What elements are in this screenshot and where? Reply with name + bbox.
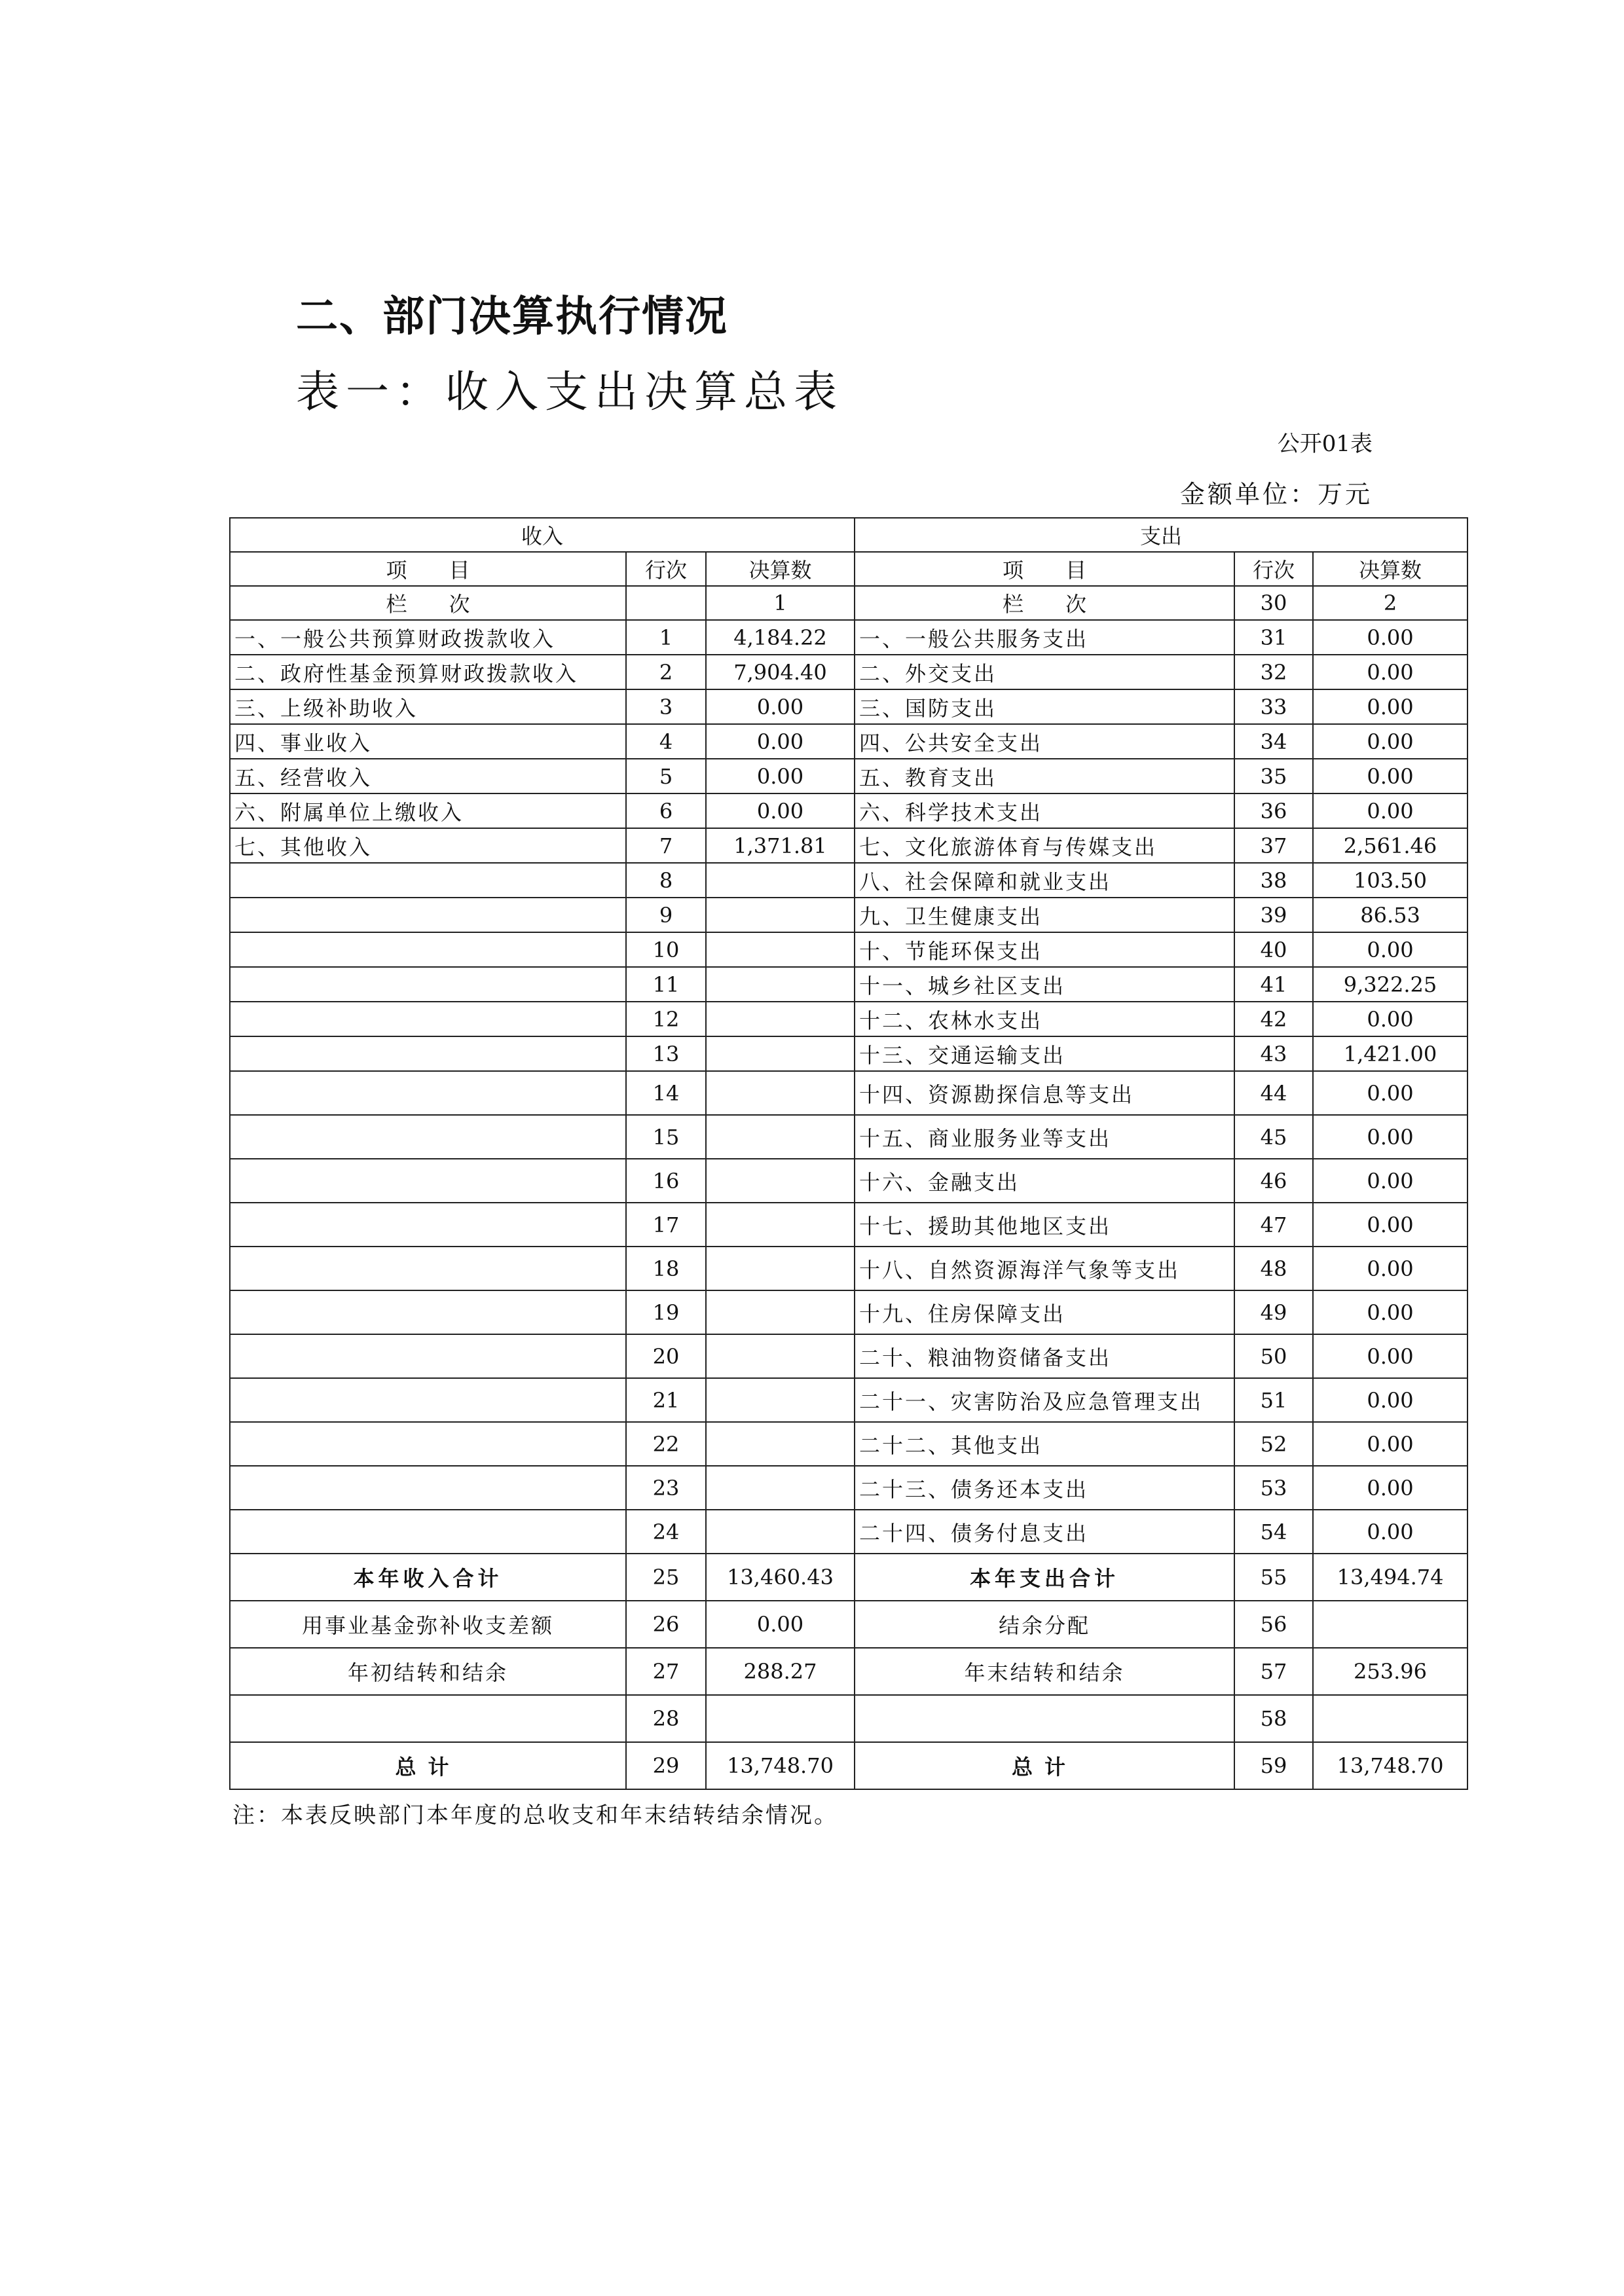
- income-summary-row: 27: [626, 1648, 706, 1695]
- expense-amount-cell: 0.00: [1313, 1159, 1467, 1203]
- expense-amount-cell: 0.00: [1313, 1115, 1467, 1159]
- expense-row-cell: 44: [1234, 1071, 1313, 1115]
- income-row-cell: 5: [626, 759, 706, 793]
- summary-row: [230, 1742, 1467, 1789]
- expense-amount-header: 决算数: [1313, 552, 1467, 586]
- income-summary-item: 总计: [230, 1742, 626, 1789]
- income-row-cell: 15: [626, 1115, 706, 1159]
- table-row: [230, 1203, 1467, 1247]
- expense-row-cell: 37: [1234, 828, 1313, 863]
- expense-row-cell: 36: [1234, 793, 1313, 828]
- income-summary-item: 用事业基金弥补收支差额: [230, 1601, 626, 1648]
- expense-amount-cell: 0.00: [1313, 1510, 1467, 1554]
- table-row: [230, 1159, 1467, 1203]
- income-item-header: 项 目: [230, 552, 626, 586]
- expense-amount-cell: 0.00: [1313, 1203, 1467, 1247]
- expense-row-index: 30: [1234, 586, 1313, 620]
- income-amount-cell: 0.00: [706, 689, 855, 724]
- income-amount-cell: 0.00: [706, 793, 855, 828]
- expense-row-cell: 33: [1234, 689, 1313, 724]
- expense-amount-cell: 0.00: [1313, 620, 1467, 655]
- footnote: 注：本表反映部门本年度的总收支和年末结转结余情况。: [232, 1802, 838, 1829]
- expense-item-cell: 六、科学技术支出: [855, 793, 1234, 828]
- income-summary-row: 28: [626, 1695, 706, 1742]
- table-row: [230, 1378, 1467, 1422]
- income-row-cell: 9: [626, 898, 706, 932]
- income-item-cell: [230, 1115, 626, 1159]
- income-summary-amount: 0.00: [706, 1601, 855, 1648]
- expense-row-cell: 42: [1234, 1002, 1313, 1036]
- expense-amount-cell: 9,322.25: [1313, 967, 1467, 1002]
- table-row: [230, 1115, 1467, 1159]
- table-row: [230, 689, 1467, 724]
- table-row: [230, 759, 1467, 793]
- expense-amount-cell: 0.00: [1313, 1334, 1467, 1378]
- table-title: 表一：收入支出决算总表: [296, 367, 843, 417]
- expense-amount-cell: 0.00: [1313, 793, 1467, 828]
- expense-summary-item: 总计: [855, 1742, 1234, 1789]
- income-summary-item: 年初结转和结余: [230, 1648, 626, 1695]
- income-summary-amount: 13,460.43: [706, 1554, 855, 1601]
- income-row-cell: 6: [626, 793, 706, 828]
- table-row: [230, 1071, 1467, 1115]
- income-row-cell: 18: [626, 1247, 706, 1290]
- income-row-cell: 4: [626, 724, 706, 759]
- income-item-cell: [230, 1071, 626, 1115]
- income-amount-cell: [706, 1159, 855, 1203]
- expense-summary-item: 结余分配: [855, 1601, 1234, 1648]
- expense-row-cell: 49: [1234, 1290, 1313, 1334]
- expense-summary-row: 58: [1234, 1695, 1313, 1742]
- income-item-cell: 二、政府性基金预算财政拨款收入: [230, 655, 626, 689]
- income-summary-amount: 288.27: [706, 1648, 855, 1695]
- expense-summary-item: [855, 1695, 1234, 1742]
- expense-item-cell: 一、一般公共服务支出: [855, 620, 1234, 655]
- table-row: [230, 1510, 1467, 1554]
- income-item-cell: 四、事业收入: [230, 724, 626, 759]
- expense-row-cell: 38: [1234, 863, 1313, 898]
- expense-item-cell: 十九、住房保障支出: [855, 1290, 1234, 1334]
- expense-item-cell: 十七、援助其他地区支出: [855, 1203, 1234, 1247]
- table-row: [230, 724, 1467, 759]
- table-row: [230, 1334, 1467, 1378]
- income-row-cell: 22: [626, 1422, 706, 1466]
- income-row-cell: 13: [626, 1036, 706, 1071]
- income-row-cell: 19: [626, 1290, 706, 1334]
- expense-amount-cell: 86.53: [1313, 898, 1467, 932]
- expense-row-cell: 45: [1234, 1115, 1313, 1159]
- expense-summary-amount: [1313, 1601, 1467, 1648]
- expense-summary-amount: 253.96: [1313, 1648, 1467, 1695]
- expense-row-cell: 39: [1234, 898, 1313, 932]
- income-item-cell: [230, 932, 626, 967]
- income-row-cell: 2: [626, 655, 706, 689]
- income-amount-cell: [706, 1071, 855, 1115]
- income-row-cell: 1: [626, 620, 706, 655]
- income-row-cell: 10: [626, 932, 706, 967]
- income-amount-cell: [706, 1247, 855, 1290]
- income-item-cell: 七、其他收入: [230, 828, 626, 863]
- income-amount-cell: [706, 1334, 855, 1378]
- income-row-cell: 16: [626, 1159, 706, 1203]
- table-row: [230, 1466, 1467, 1510]
- table-row: [230, 1422, 1467, 1466]
- expense-item-cell: 十一、城乡社区支出: [855, 967, 1234, 1002]
- income-item-cell: [230, 863, 626, 898]
- expense-item-cell: 十三、交通运输支出: [855, 1036, 1234, 1071]
- income-item-cell: 三、上级补助收入: [230, 689, 626, 724]
- table-row: [230, 1247, 1467, 1290]
- income-row-cell: 23: [626, 1466, 706, 1510]
- income-item-cell: [230, 1290, 626, 1334]
- income-row-cell: 11: [626, 967, 706, 1002]
- income-row-cell: 3: [626, 689, 706, 724]
- expense-row-cell: 40: [1234, 932, 1313, 967]
- expense-item-cell: 三、国防支出: [855, 689, 1234, 724]
- table-row: [230, 932, 1467, 967]
- expense-row-cell: 48: [1234, 1247, 1313, 1290]
- income-summary-item: [230, 1695, 626, 1742]
- expense-item-cell: 十六、金融支出: [855, 1159, 1234, 1203]
- table-row: [230, 1002, 1467, 1036]
- summary-row: [230, 1648, 1467, 1695]
- expense-amount-cell: 0.00: [1313, 655, 1467, 689]
- income-amount-cell: [706, 898, 855, 932]
- income-summary-amount: [706, 1695, 855, 1742]
- expense-summary-item: 年末结转和结余: [855, 1648, 1234, 1695]
- income-header: 收入: [230, 518, 855, 552]
- expense-row-cell: 51: [1234, 1378, 1313, 1422]
- income-item-cell: 一、一般公共预算财政拨款收入: [230, 620, 626, 655]
- income-amount-cell: 0.00: [706, 724, 855, 759]
- expense-row-cell: 41: [1234, 967, 1313, 1002]
- income-item-cell: [230, 1159, 626, 1203]
- income-amount-header: 决算数: [706, 552, 855, 586]
- table-row: [230, 863, 1467, 898]
- income-row-cell: 14: [626, 1071, 706, 1115]
- income-row-cell: 12: [626, 1002, 706, 1036]
- income-amount-cell: [706, 1002, 855, 1036]
- expense-amount-cell: 0.00: [1313, 1378, 1467, 1422]
- income-amount-cell: [706, 1466, 855, 1510]
- income-row-cell: 20: [626, 1334, 706, 1378]
- group-header-row: [230, 518, 1467, 552]
- table-code: 公开01表: [1277, 431, 1373, 457]
- expense-summary-amount: [1313, 1695, 1467, 1742]
- income-item-cell: [230, 1036, 626, 1071]
- income-summary-amount: 13,748.70: [706, 1742, 855, 1789]
- income-amount-cell: [706, 1378, 855, 1422]
- expense-summary-row: 56: [1234, 1601, 1313, 1648]
- expense-item-cell: 十二、农林水支出: [855, 1002, 1234, 1036]
- expense-item-cell: 二十二、其他支出: [855, 1422, 1234, 1466]
- expense-summary-row: 59: [1234, 1742, 1313, 1789]
- expense-item-cell: 十五、商业服务业等支出: [855, 1115, 1234, 1159]
- expense-item-cell: 十八、自然资源海洋气象等支出: [855, 1247, 1234, 1290]
- income-amount-cell: [706, 1510, 855, 1554]
- expense-item-cell: 七、文化旅游体育与传媒支出: [855, 828, 1234, 863]
- income-row-cell: 8: [626, 863, 706, 898]
- unit-label: 金额单位：万元: [1179, 480, 1373, 509]
- table-row: [230, 1290, 1467, 1334]
- expense-amount-cell: 0.00: [1313, 1071, 1467, 1115]
- expense-row-cell: 52: [1234, 1422, 1313, 1466]
- income-row-cell: 17: [626, 1203, 706, 1247]
- expense-summary-row: 55: [1234, 1554, 1313, 1601]
- income-index: 1: [706, 586, 855, 620]
- expense-item-cell: 十四、资源勘探信息等支出: [855, 1071, 1234, 1115]
- expense-amount-cell: 0.00: [1313, 1002, 1467, 1036]
- expense-summary-amount: 13,494.74: [1313, 1554, 1467, 1601]
- income-row-cell: 24: [626, 1510, 706, 1554]
- table-row: [230, 620, 1467, 655]
- expense-amount-cell: 0.00: [1313, 689, 1467, 724]
- income-amount-cell: [706, 932, 855, 967]
- income-item-cell: [230, 1334, 626, 1378]
- income-item-cell: [230, 1247, 626, 1290]
- expense-item-cell: 二、外交支出: [855, 655, 1234, 689]
- expense-item-cell: 五、教育支出: [855, 759, 1234, 793]
- expense-amount-cell: 0.00: [1313, 1466, 1467, 1510]
- expense-item-cell: 十、节能环保支出: [855, 932, 1234, 967]
- expense-summary-row: 57: [1234, 1648, 1313, 1695]
- income-item-cell: 六、附属单位上缴收入: [230, 793, 626, 828]
- income-amount-cell: [706, 863, 855, 898]
- expense-item-header: 项 目: [855, 552, 1234, 586]
- table-row: [230, 793, 1467, 828]
- expense-row-cell: 53: [1234, 1466, 1313, 1510]
- expense-item-cell: 二十三、债务还本支出: [855, 1466, 1234, 1510]
- expense-row-cell: 54: [1234, 1510, 1313, 1554]
- table-row: [230, 967, 1467, 1002]
- income-amount-cell: [706, 1036, 855, 1071]
- income-index-label: 栏 次: [230, 586, 626, 620]
- income-amount-cell: 4,184.22: [706, 620, 855, 655]
- expense-row-cell: 43: [1234, 1036, 1313, 1071]
- income-item-cell: [230, 1466, 626, 1510]
- expense-item-cell: 二十、粮油物资储备支出: [855, 1334, 1234, 1378]
- expense-item-cell: 二十一、灾害防治及应急管理支出: [855, 1378, 1234, 1422]
- income-amount-cell: [706, 1422, 855, 1466]
- expense-header: 支出: [855, 518, 1467, 552]
- expense-row-cell: 50: [1234, 1334, 1313, 1378]
- income-summary-row: 26: [626, 1601, 706, 1648]
- expense-amount-cell: 0.00: [1313, 1247, 1467, 1290]
- income-amount-cell: [706, 1203, 855, 1247]
- expense-amount-cell: 0.00: [1313, 932, 1467, 967]
- income-item-cell: [230, 1002, 626, 1036]
- income-amount-cell: [706, 967, 855, 1002]
- expense-item-cell: 九、卫生健康支出: [855, 898, 1234, 932]
- income-item-cell: [230, 1203, 626, 1247]
- table-row: [230, 655, 1467, 689]
- expense-amount-cell: 2,561.46: [1313, 828, 1467, 863]
- income-summary-row: 29: [626, 1742, 706, 1789]
- expense-item-cell: 二十四、债务付息支出: [855, 1510, 1234, 1554]
- summary-row: [230, 1554, 1467, 1601]
- income-item-cell: [230, 1510, 626, 1554]
- summary-row: [230, 1695, 1467, 1742]
- income-amount-cell: [706, 1290, 855, 1334]
- column-index-row: [230, 586, 1467, 620]
- income-item-cell: 五、经营收入: [230, 759, 626, 793]
- expense-amount-cell: 0.00: [1313, 724, 1467, 759]
- expense-row-cell: 46: [1234, 1159, 1313, 1203]
- expense-item-cell: 四、公共安全支出: [855, 724, 1234, 759]
- income-item-cell: [230, 967, 626, 1002]
- summary-row: [230, 1601, 1467, 1648]
- expense-amount-cell: 1,421.00: [1313, 1036, 1467, 1071]
- expense-row-cell: 31: [1234, 620, 1313, 655]
- income-row-header: 行次: [626, 552, 706, 586]
- expense-row-cell: 32: [1234, 655, 1313, 689]
- income-row-index: [626, 586, 706, 620]
- expense-row-cell: 35: [1234, 759, 1313, 793]
- income-row-cell: 7: [626, 828, 706, 863]
- income-summary-row: 25: [626, 1554, 706, 1601]
- expense-row-header: 行次: [1234, 552, 1313, 586]
- income-amount-cell: 7,904.40: [706, 655, 855, 689]
- expense-summary-item: 本年支出合计: [855, 1554, 1234, 1601]
- income-row-cell: 21: [626, 1378, 706, 1422]
- column-header-row: [230, 552, 1467, 586]
- expense-amount-cell: 0.00: [1313, 1422, 1467, 1466]
- income-item-cell: [230, 1378, 626, 1422]
- table-row: [230, 1036, 1467, 1071]
- table-row: [230, 828, 1467, 863]
- expense-amount-cell: 103.50: [1313, 863, 1467, 898]
- expense-amount-cell: 0.00: [1313, 759, 1467, 793]
- income-item-cell: [230, 898, 626, 932]
- expense-index: 2: [1313, 586, 1467, 620]
- expense-row-cell: 47: [1234, 1203, 1313, 1247]
- expense-item-cell: 八、社会保障和就业支出: [855, 863, 1234, 898]
- expense-amount-cell: 0.00: [1313, 1290, 1467, 1334]
- income-amount-cell: 0.00: [706, 759, 855, 793]
- expense-summary-amount: 13,748.70: [1313, 1742, 1467, 1789]
- expense-index-label: 栏 次: [855, 586, 1234, 620]
- table-row: [230, 898, 1467, 932]
- expense-row-cell: 34: [1234, 724, 1313, 759]
- income-expense-table: [229, 517, 1468, 1790]
- income-item-cell: [230, 1422, 626, 1466]
- section-heading: 二、部门决算执行情况: [296, 293, 728, 341]
- income-amount-cell: 1,371.81: [706, 828, 855, 863]
- income-amount-cell: [706, 1115, 855, 1159]
- income-summary-item: 本年收入合计: [230, 1554, 626, 1601]
